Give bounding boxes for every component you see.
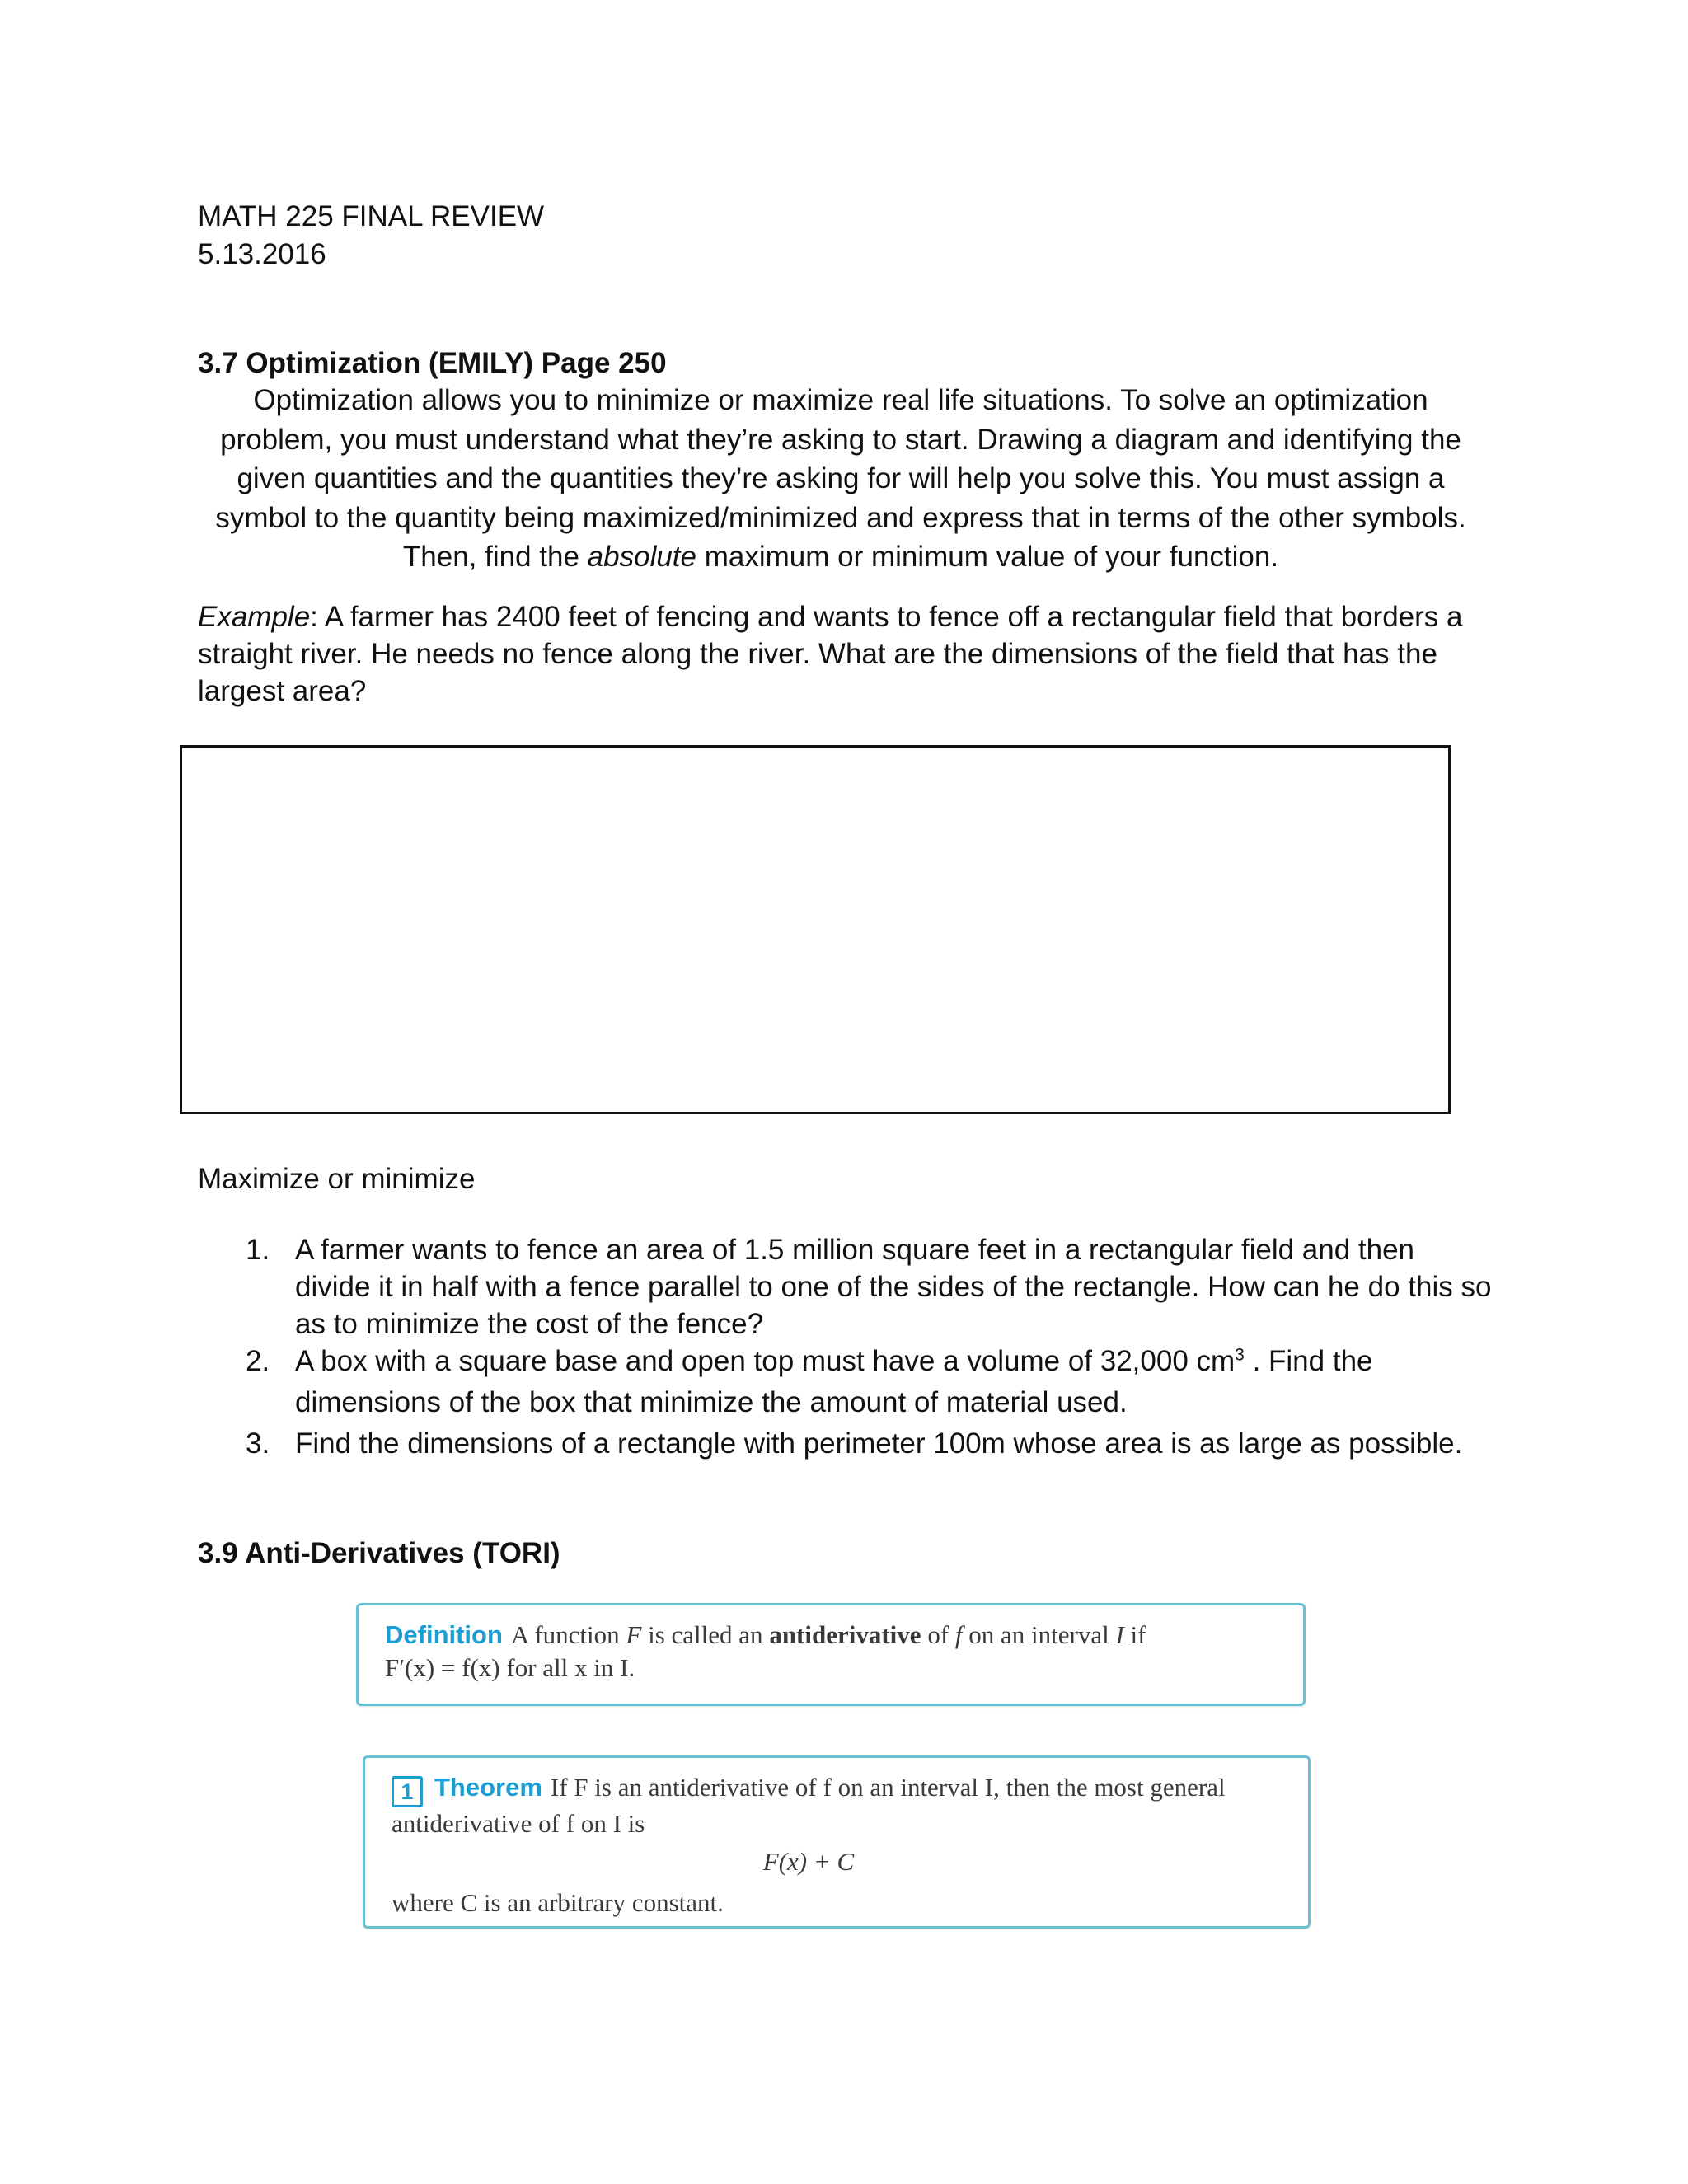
problem-number: 1.: [246, 1234, 270, 1266]
theorem-number: 1: [392, 1776, 423, 1807]
definition-var: F: [626, 1620, 642, 1649]
problem-line: dimensions of the box that minimize the amount of material used.: [295, 1386, 1128, 1418]
answer-box: [180, 745, 1451, 1114]
superscript: 3: [1235, 1345, 1245, 1365]
problem-text-part: A box with a square base and open top must have a volume of 32,000 cm: [295, 1345, 1236, 1377]
theorem-line: where C is an arbitrary constant.: [392, 1888, 724, 1917]
example-line: largest area?: [198, 675, 367, 707]
intro-line: symbol to the quantity being maximized/minimized and express that in terms of the other symbols.: [215, 501, 1466, 534]
maximize-subheading: Maximize or minimize: [198, 1163, 476, 1195]
theorem-box: [363, 1755, 1311, 1929]
definition-text: of: [921, 1620, 955, 1649]
problem-text: [295, 1343, 1373, 1421]
definition-text: A function: [510, 1620, 626, 1649]
intro-line: problem, you must understand what they’re asking to start. Drawing a diagram and identifying the: [220, 423, 1461, 456]
problem-line: Find the dimensions of a rectangle with perimeter 100m whose area is as large as possible.: [295, 1427, 1463, 1460]
definition-var: I: [1115, 1620, 1124, 1649]
definition-text: is called an: [641, 1620, 770, 1649]
definition-line: [385, 1619, 1303, 1652]
problem-line: as to minimize the cost of the fence?: [295, 1308, 764, 1340]
definition-text: on an interval: [962, 1620, 1116, 1649]
example-label: Example: [198, 601, 311, 633]
problem-text: [295, 1425, 1462, 1462]
problem-text-part: . Find the: [1244, 1345, 1373, 1377]
definition-label: Definition: [385, 1620, 503, 1649]
example-problem: [198, 598, 1484, 710]
intro-text: Then, find the: [402, 541, 588, 573]
theorem-line: [392, 1771, 1308, 1807]
course-title: MATH 225 FINAL REVIEW: [198, 200, 545, 232]
problem-number: 2.: [246, 1345, 270, 1377]
problem-line: divide it in half with a fence parallel to one of the sides of the rectangle. How can he do this so: [295, 1271, 1492, 1303]
definition-term: antiderivative: [769, 1620, 921, 1649]
example-line: [198, 598, 1484, 635]
optimization-heading: 3.7 Optimization (EMILY) Page 250: [198, 347, 667, 379]
definition-line: F′(x) = f(x) for all x in I.: [385, 1653, 635, 1682]
theorem-formula: F(x) + C: [762, 1847, 855, 1876]
antiderivatives-heading: 3.9 Anti-Derivatives (TORI): [198, 1537, 560, 1569]
intro-line: Optimization allows you to minimize or maximize real life situations. To solve an optimization: [253, 384, 1428, 416]
example-line: straight river. He needs no fence along the river. What are the dimensions of the field that has the: [198, 638, 1437, 670]
example-text: : A farmer has 2400 feet of fencing and wants to fence off a rectangular field that borders a: [310, 601, 1463, 633]
optimization-intro: [198, 381, 1484, 577]
theorem-text: If F is an antiderivative of f on an interval I, then the most general: [550, 1773, 1226, 1802]
theorem-line: antiderivative of f on I is: [392, 1809, 645, 1838]
problem-text: [295, 1231, 1491, 1343]
problem-number: 3.: [246, 1427, 270, 1460]
definition-var: f: [954, 1620, 963, 1649]
definition-text: if: [1123, 1620, 1146, 1649]
theorem-label: Theorem: [434, 1773, 542, 1802]
problem-line: A farmer wants to fence an area of 1.5 million square feet in a rectangular field and then: [295, 1234, 1415, 1266]
intro-text: maximum or minimum value of your function.: [696, 541, 1279, 573]
intro-line: given quantities and the quantities they’re asking for will help you solve this. You must assign a: [237, 462, 1445, 494]
intro-line: [198, 537, 1484, 577]
problem-line: [295, 1343, 1373, 1380]
intro-emphasis: absolute: [587, 541, 696, 573]
definition-box: [356, 1603, 1306, 1706]
document-date: 5.13.2016: [198, 238, 326, 270]
